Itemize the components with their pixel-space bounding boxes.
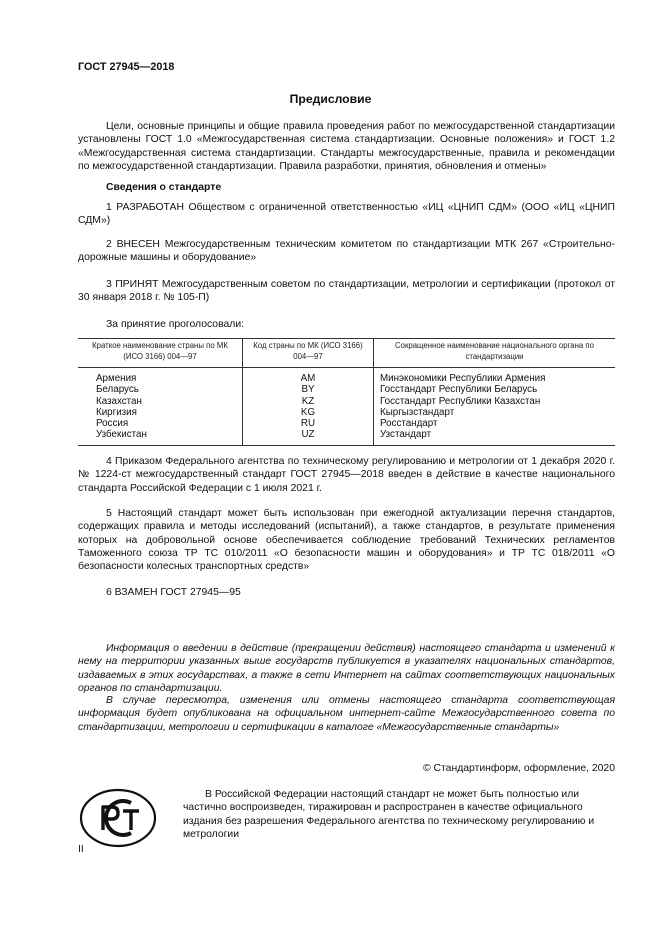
item-6-paragraph: 6 ВЗАМЕН ГОСТ 27945—95 — [106, 587, 241, 598]
intro-paragraph: Цели, основные принципы и общие правила проведения работ по межгосударственной стандартизации установлены ГОСТ 1.0 «Межгосударственная система стандартизации. Основные положения» и ГОСТ 1.2 «Межгосударственная система стандартизации. Стандарты межгосударственные, правила и рекомендации по межгосударственной стандартизации. Правила разработки, принятия, обновления и отмены» — [78, 121, 615, 172]
code-cell: KZ — [243, 396, 374, 407]
page-title: Предисловие — [289, 92, 372, 106]
member-countries-table — [78, 338, 615, 446]
country-cell: Армения — [96, 373, 137, 384]
column-header-agency: Сокращенное наименование национального органа по стандартизации — [374, 339, 616, 368]
document-id: ГОСТ 27945—2018 — [78, 61, 175, 73]
code-cell: UZ — [243, 429, 374, 445]
table-row — [78, 418, 615, 429]
column-header-country: Краткое наименование страны по МК (ИСО 3166) 004—97 — [78, 339, 243, 368]
item-5-paragraph: 5 Настоящий стандарт может быть использован при ежегодной актуализации перечня стандартов, содержащих правила и методы исследований (испытаний), а также стандартов, в результате применения которых на добровольной основе обеспечивается соблюдение требований Технических регламентов Таможенного союза ТР ТС 010/2011 «О безопасности машин и оборудования» и ТР ТС 018/2011 «О безопасности колесных транспортных средств» — [78, 508, 615, 573]
item-4-paragraph: 4 Приказом Федерального агентства по техническому регулированию и метрологии от 1 декабря 2020 г. № 1224-ст межгосударственный стандарт ГОСТ 27945—2018 введен в действие в качестве национального стандарта Российской Федерации с 1 июля 2021 г. — [78, 456, 615, 494]
agency-cell: Узстандарт — [374, 429, 616, 445]
table-row — [78, 429, 615, 445]
code-cell: BY — [243, 384, 374, 395]
country-cell: Россия — [96, 418, 129, 430]
table-header-row — [78, 339, 615, 368]
country-cell: Киргизия — [96, 406, 137, 418]
agency-cell: Росстандарт — [374, 418, 616, 429]
agency-cell: Кыргызстандарт — [374, 407, 616, 418]
section-subheading: Сведения о стандарте — [106, 182, 222, 193]
notice-paragraph-2: В случае пересмотра, изменения или отмены настоящего стандарта соответствующая информация будет опубликована на официальном интернет-сайте Межгосударственного совета по стандартизации, метрологии и сертификации в каталоге «Межгосударственные стандарты» — [78, 695, 615, 733]
notice-paragraph-1: Информация о введении в действие (прекращении действия) настоящего стандарта и изменений к нему на территории указанных выше государств публикуется в указателях национальных стандартов, издаваемых в этих государствах, а также в сети Интернет на сайтах соответствующих национальных органов по стандартизации. — [78, 643, 615, 694]
page-number: II — [78, 844, 84, 855]
item-3-paragraph: 3 ПРИНЯТ Межгосударственным советом по стандартизации, метрологии и сертификации (протокол от 30 января 2018 г. № 105-П) — [78, 279, 615, 304]
table-row — [78, 407, 615, 418]
agency-cell: Госстандарт Республики Казахстан — [374, 396, 616, 407]
table-row — [78, 368, 615, 385]
agency-cell: Минэкономики Республики Армения — [374, 368, 616, 385]
column-header-code: Код страны по МК (ИСО 3166) 004—97 — [243, 339, 374, 368]
country-cell: Казахстан — [96, 395, 142, 407]
country-cell: Узбекистан — [96, 429, 147, 441]
code-cell: AM — [243, 368, 374, 385]
table-row — [78, 384, 615, 395]
item-1-paragraph: 1 РАЗРАБОТАН Обществом с ограниченной ответственностью «ИЦ «ЦНИП СДМ» (ООО «ИЦ «ЦНИП СДМ») — [78, 202, 615, 227]
rst-certification-mark-icon — [79, 788, 157, 848]
copyright-notice: В Российской Федерации настоящий стандарт не может быть полностью или частично воспроизведен, тиражирован и распространен в качестве официального издания без разрешения Федерального агентства по техническому регулированию и метрологии — [183, 789, 595, 840]
voted-label: За принятие проголосовали: — [106, 319, 245, 330]
item-2-paragraph: 2 ВНЕСЕН Межгосударственным техническим комитетом по стандартизации МТК 267 «Строительно-дорожные машины и оборудование» — [78, 239, 615, 264]
code-cell: KG — [243, 407, 374, 418]
code-cell: RU — [243, 418, 374, 429]
country-cell: Беларусь — [96, 384, 139, 396]
copyright-line: © Стандартинформ, оформление, 2020 — [422, 763, 615, 774]
agency-cell: Госстандарт Республики Беларусь — [374, 384, 616, 395]
table-row — [78, 396, 615, 407]
